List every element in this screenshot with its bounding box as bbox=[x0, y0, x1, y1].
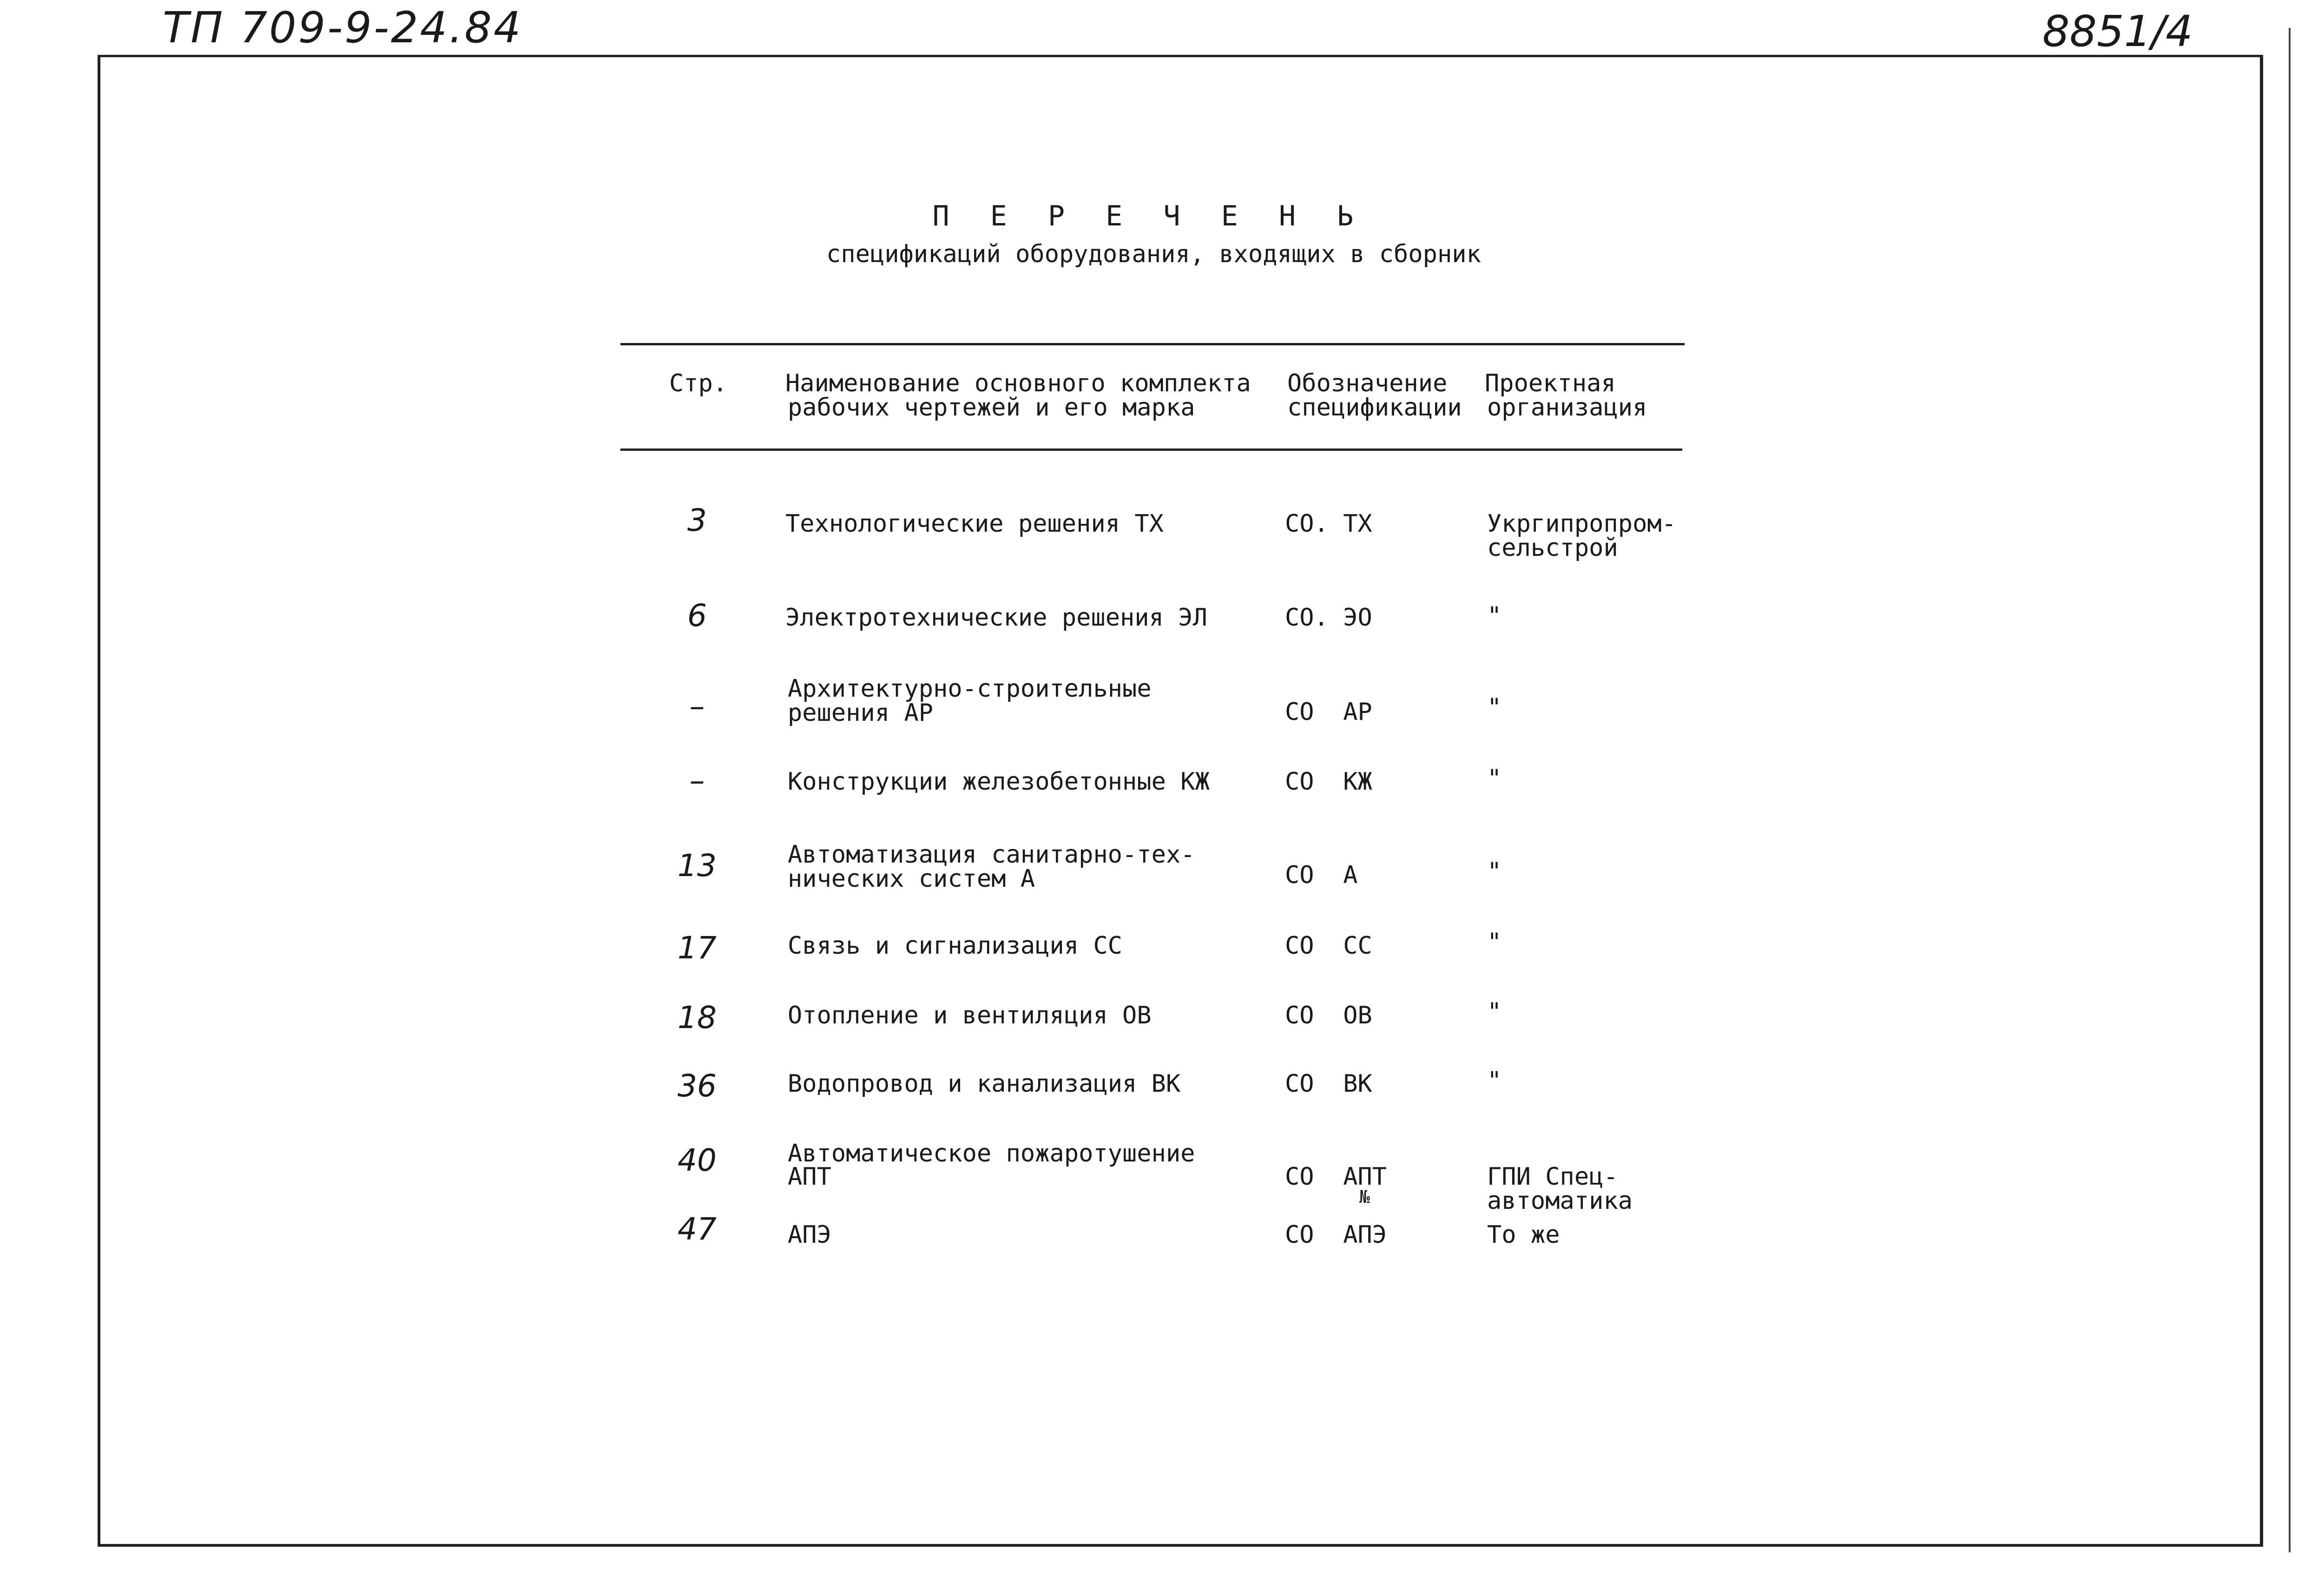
row-code: СО АПТ bbox=[1285, 1163, 1387, 1191]
row-org-line1: То же bbox=[1487, 1221, 1560, 1249]
row-org-line1: " bbox=[1487, 765, 1502, 792]
row-name: Связь и сигнализация СС bbox=[788, 932, 1123, 960]
column-header-code-line1: Обозначение bbox=[1287, 369, 1448, 397]
column-header-name-line1: Наименование основного комплекта bbox=[785, 369, 1251, 397]
page-title: П Е Р Е Ч Е Н Ь bbox=[932, 200, 1366, 232]
row-page: 6 bbox=[687, 598, 707, 633]
row-name-line2: АПТ bbox=[788, 1163, 831, 1191]
column-header-name-line2: рабочих чертежей и его марка bbox=[788, 394, 1195, 422]
row-page: 17 bbox=[678, 930, 717, 966]
drawing-frame bbox=[98, 55, 2263, 1547]
row-code: СО АПЭ bbox=[1285, 1221, 1387, 1249]
sheet-number: 8851/4 bbox=[2042, 7, 2193, 56]
table-top-rule bbox=[620, 343, 1685, 345]
row-code: СО СС bbox=[1285, 932, 1372, 960]
row-org-line1: " bbox=[1487, 998, 1502, 1026]
column-header-org-line1: Проектная bbox=[1485, 369, 1616, 397]
row-page: 3 bbox=[687, 502, 707, 538]
row-code: СО АР bbox=[1285, 698, 1372, 726]
row-name-line2: решения АР bbox=[788, 699, 934, 727]
row-code: СО. ЭО bbox=[1285, 604, 1372, 632]
row-page: 18 bbox=[678, 1000, 717, 1035]
column-header-code-line2: спецификации bbox=[1287, 394, 1462, 422]
row-org-line1: " bbox=[1487, 857, 1502, 885]
row-name-line1: Автоматизация санитарно-тех- bbox=[788, 841, 1195, 869]
row-name: Технологические решения ТХ bbox=[785, 510, 1164, 538]
row-org-line1: ГПИ Спец- bbox=[1487, 1163, 1618, 1191]
row-page: 40 bbox=[678, 1142, 717, 1178]
row-code-note: № bbox=[1359, 1187, 1370, 1207]
column-header-org-line2: организация bbox=[1487, 394, 1647, 422]
row-page: 47 bbox=[678, 1211, 717, 1247]
row-name-line1: Архитектурно-строительные bbox=[788, 675, 1152, 703]
doc-number: ТП 709-9-24.84 bbox=[163, 3, 523, 53]
row-code: СО ВК bbox=[1285, 1070, 1372, 1098]
table-header-rule bbox=[620, 448, 1682, 451]
row-code: СО ОВ bbox=[1285, 1002, 1372, 1029]
row-org-line1: " bbox=[1487, 928, 1502, 956]
row-org-line1: " bbox=[1487, 693, 1502, 721]
row-page: 36 bbox=[678, 1068, 717, 1104]
row-page: – bbox=[689, 688, 705, 724]
row-code: СО КЖ bbox=[1285, 768, 1372, 796]
row-name: Электротехнические решения ЭЛ bbox=[785, 604, 1207, 632]
row-org-line2: сельстрой bbox=[1487, 534, 1618, 562]
column-header-page: Стр. bbox=[669, 369, 728, 397]
row-name-line2: нических систем А bbox=[788, 865, 1035, 893]
page-subtitle: спецификаций оборудования, входящих в сборник bbox=[826, 240, 1481, 268]
row-page: – bbox=[689, 763, 705, 798]
row-page: 13 bbox=[678, 848, 717, 884]
row-code: СО. ТХ bbox=[1285, 510, 1372, 538]
row-org-line1: " bbox=[1487, 1067, 1502, 1095]
row-org-line1: Укргипропром- bbox=[1487, 510, 1676, 538]
row-name-line1: Автоматическое пожаротушение bbox=[788, 1140, 1195, 1167]
row-name: Конструкции железобетонные КЖ bbox=[788, 768, 1210, 796]
row-name: Отопление и вентиляция ОВ bbox=[788, 1002, 1152, 1029]
row-org-line1: " bbox=[1487, 602, 1502, 630]
row-code: СО А bbox=[1285, 861, 1358, 889]
row-name: Водопровод и канализация ВК bbox=[788, 1070, 1181, 1098]
row-org-line2: автоматика bbox=[1487, 1187, 1633, 1215]
row-name: АПЭ bbox=[788, 1221, 831, 1249]
